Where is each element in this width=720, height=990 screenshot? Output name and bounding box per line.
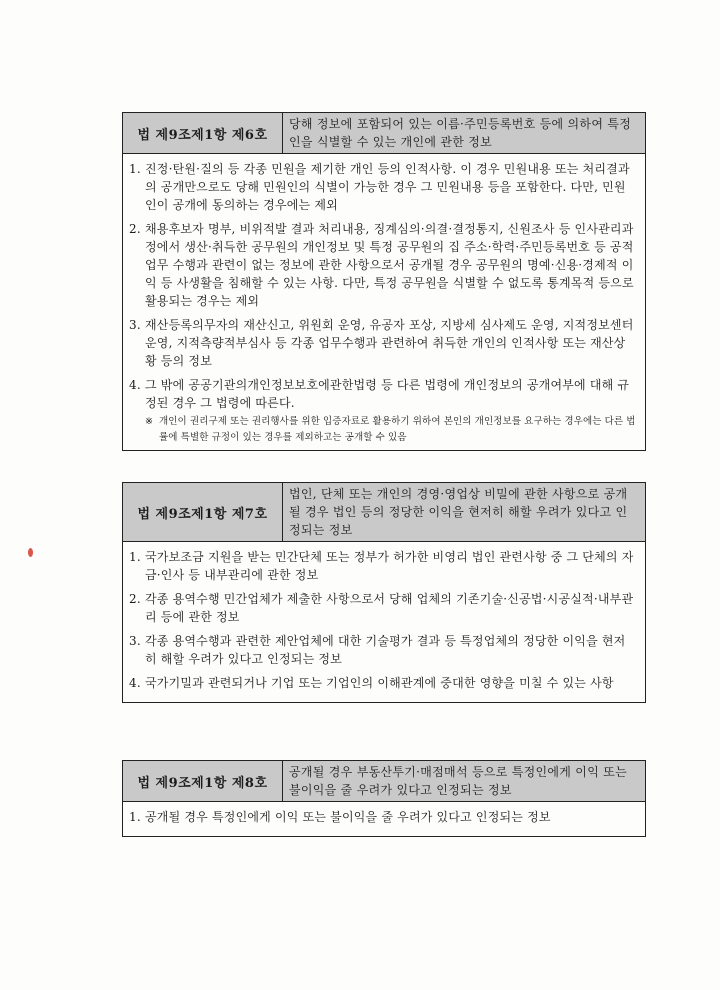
list-item — [129, 548, 637, 584]
section-article9-1-8 — [122, 760, 646, 837]
list-item — [129, 674, 637, 692]
item-list — [123, 154, 645, 450]
item-text: 그 밖에 공공기관의개인정보보호에관한법령 등 다른 법령에 개인정보의 공개여부에 대해 규정된 경우 그 법령에 따른다. — [145, 378, 630, 410]
section-header — [123, 483, 645, 542]
note-mark: ※ — [145, 416, 154, 427]
section-label: 법 제9조제1항 제7호 — [123, 483, 283, 541]
section-description: 당해 정보에 포함되어 있는 이름·주민등록번호 등에 의하여 특정인을 식별할 수 있는 개인에 관한 정보 — [283, 113, 645, 153]
item-text: 재산등록의무자의 재산신고, 위원회 운영, 유공자 포상, 지방세 심사제도 운영, 지적정보센터 운영, 지적측량적부심사 등 각종 업무수행과 관련하여 취득한 개인의 인적사항 또는 재산상황 등의 정보 — [145, 318, 634, 368]
section-article9-1-7 — [122, 482, 646, 703]
item-text: 채용후보자 명부, 비위적발 결과 처리내용, 징계심의·의결·결정통지, 신원조사 등 인사관리과정에서 생산·취득한 공무원의 개인정보 및 특정 공무원의 집 주소·학력·주민등록번호 등 공적 업무 수행과 관련이 없는 정보에 관한 사항으로서 공개될 경우 공무원의 명예·신용·경제적 이익 등 사생활을 침해할 수 있는 사항. 다만, 특정 공무원을 식별할 수 없도록 통계목적 등으로 활용되는 경우는 제외 — [145, 222, 634, 308]
item-number: 4. — [129, 676, 141, 690]
section-description: 법인, 단체 또는 개인의 경영·영업상 비밀에 관한 사항으로 공개될 경우 법인 등의 정당한 이익을 현저히 해할 우려가 있다고 인정되는 정보 — [283, 483, 645, 541]
section-header — [123, 761, 645, 802]
item-text: 국가보조금 지원을 받는 민간단체 또는 정부가 허가한 비영리 법인 관련사항 중 그 단체의 자금·인사 등 내부관리에 관한 정보 — [145, 550, 634, 582]
item-number: 1. — [129, 810, 141, 824]
item-number: 3. — [129, 318, 141, 332]
red-ink-mark — [28, 548, 33, 557]
item-text: 국가기밀과 관련되거나 기업 또는 기업인의 이해관계에 중대한 영향을 미칠 수 있는 사항 — [145, 676, 614, 690]
item-text: 각종 용역수행 민간업체가 제출한 사항으로서 당해 업체의 기존기술·신공법·시공실적·내부관리 등에 관한 정보 — [145, 592, 634, 624]
item-text: 진정·탄원·질의 등 각종 민원을 제기한 개인 등의 인적사항. 이 경우 민원내용 또는 처리결과의 공개만으로도 당해 민원인의 식별이 가능한 경우 그 민원내용 등을 포함한다. 다만, 민원인이 공개에 동의하는 경우에는 제외 — [145, 162, 630, 212]
list-item — [129, 808, 637, 826]
note-text: 개인이 권리구제 또는 권리행사를 위한 입증자료로 활용하기 위하여 본인의 개인정보를 요구하는 경우에는 다른 법률에 특별한 규정이 있는 경우를 제외하고는 공개할 수 있음 — [159, 416, 636, 443]
list-item — [129, 590, 637, 626]
item-text: 각종 용역수행과 관련한 제안업체에 대한 기술평가 결과 등 특정업체의 정당한 이익을 현저히 해할 우려가 있다고 인정되는 정보 — [145, 634, 626, 666]
item-number: 2. — [129, 592, 141, 606]
list-item — [129, 376, 637, 412]
item-list — [123, 542, 645, 702]
section-article9-1-6 — [122, 112, 646, 451]
section-label: 법 제9조제1항 제8호 — [123, 761, 283, 801]
list-item — [129, 160, 637, 214]
section-header — [123, 113, 645, 154]
item-number: 3. — [129, 634, 141, 648]
section-label: 법 제9조제1항 제6호 — [123, 113, 283, 153]
item-number: 4. — [129, 378, 141, 392]
item-number: 1. — [129, 162, 141, 176]
section-description: 공개될 경우 부동산투기·매점매석 등으로 특정인에게 이익 또는 불이익을 줄 우려가 있다고 인정되는 정보 — [283, 761, 645, 801]
list-item — [129, 316, 637, 370]
list-item — [129, 220, 637, 310]
item-list — [123, 802, 645, 836]
item-number: 2. — [129, 222, 141, 236]
list-item — [129, 632, 637, 668]
item-text: 공개될 경우 특정인에게 이익 또는 불이익을 줄 우려가 있다고 인정되는 정보 — [145, 810, 551, 824]
item-number: 1. — [129, 550, 141, 564]
footnote — [145, 414, 637, 446]
